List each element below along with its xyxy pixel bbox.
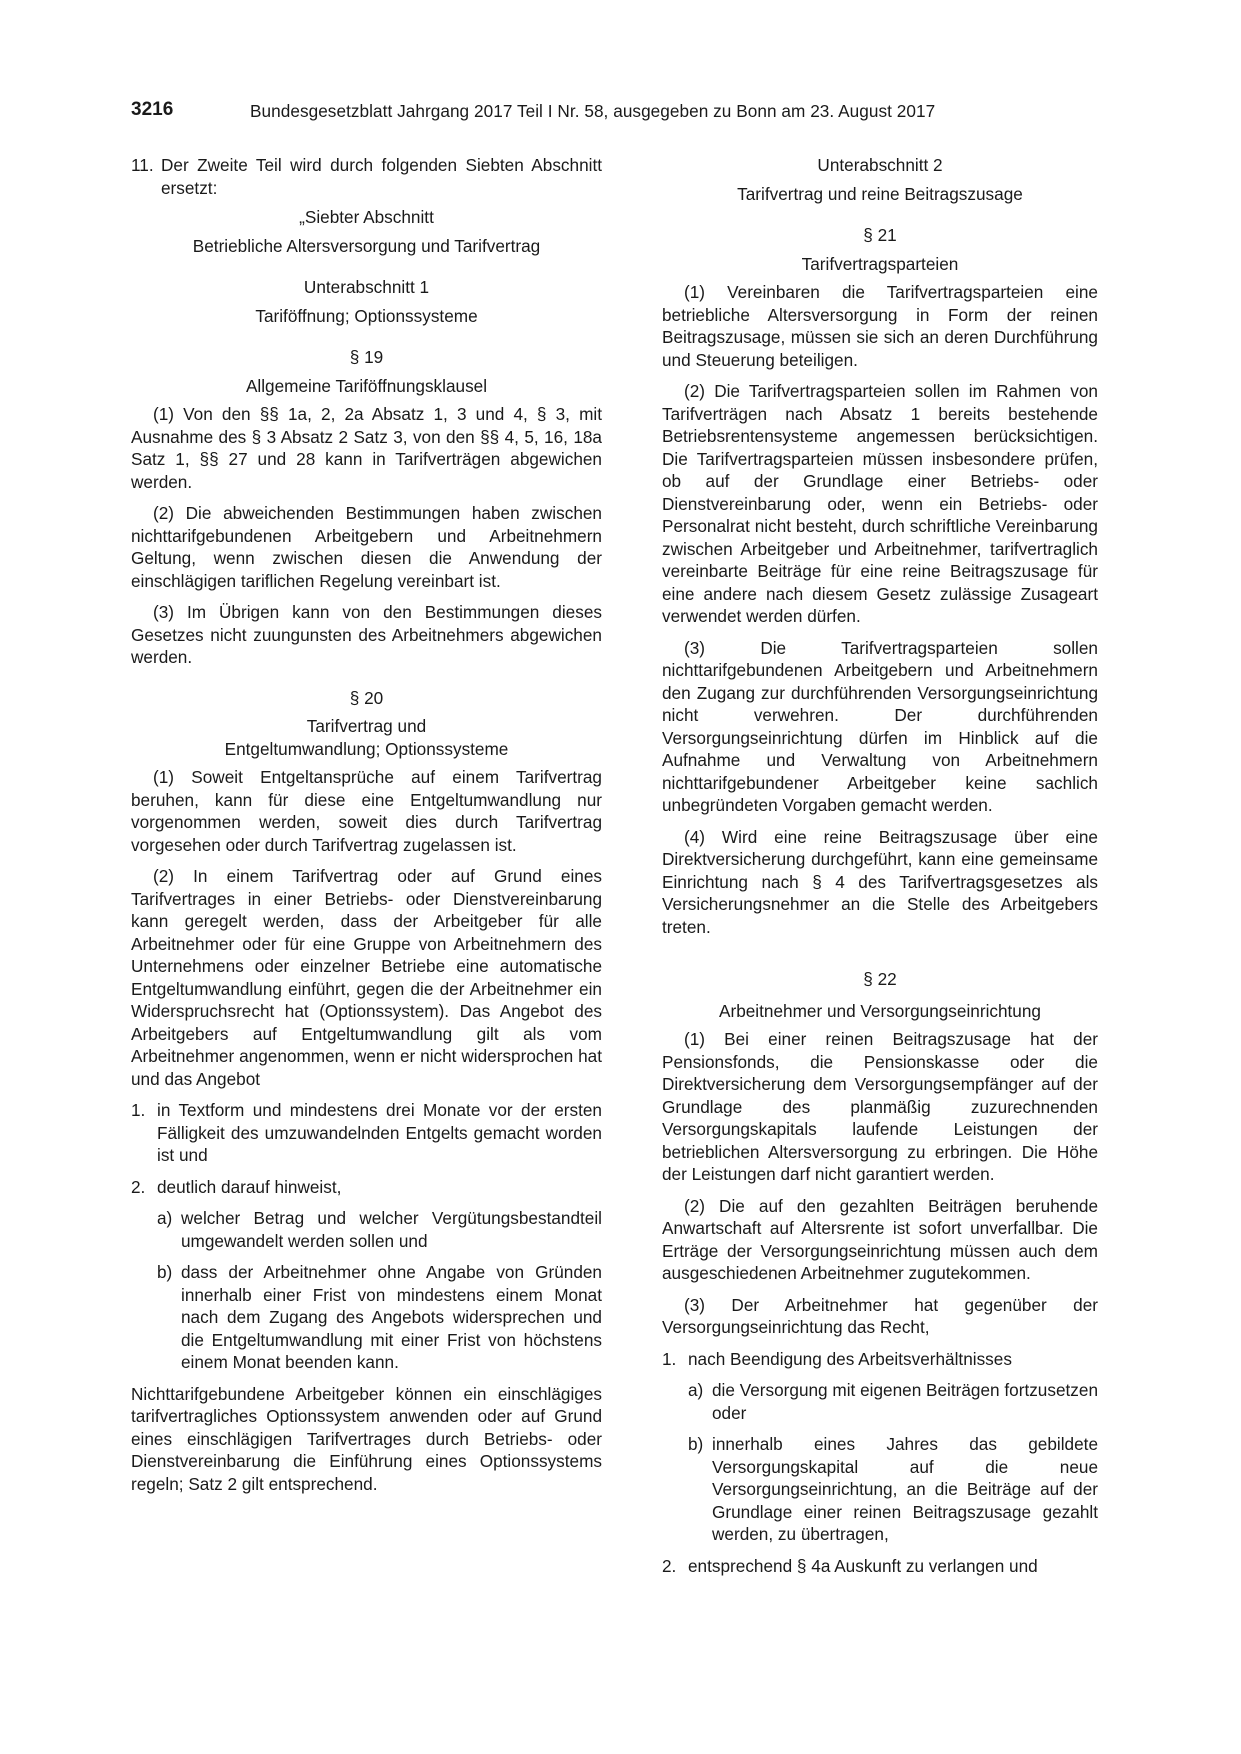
item-number: 11.: [131, 155, 154, 175]
section-title: Betriebliche Altersversorgung und Tarifvertrag: [192, 235, 541, 256]
paragraph-22-abs-2: (2) Die auf den gezahlten Beiträgen beruhende Anwartschaft auf Altersrente ist sofort unverfallbar. Die Erträge der Versorgungseinrichtung müssen auch dem ausgeschiedenen Arbeitnehmer zugutekommen.: [662, 1195, 1098, 1283]
paragraph-22-abs-1: (1) Bei einer reinen Beitragszusage hat der Pensionsfonds, die Pensionskasse oder die Direktversicherung dem Versorgungsempfänger auf der Grundlage des planmäßig zuzurechnenden Versorgungskapitals laufende Leistungen der betrieblichen Altersversorgung zu erbringen. Die Höhe der Leistungen darf nicht garantiert werden.: [662, 1029, 1098, 1184]
list-item: [662, 1348, 1098, 1371]
sub-list-item-text: welcher Betrag und welcher Vergütungsbestandteil umgewandelt werden sollen und: [181, 1208, 602, 1251]
amendment-item-11: [131, 154, 602, 199]
paragraph-number-19: § 19: [349, 347, 384, 367]
gazette-title: Bundesgesetzblatt Jahrgang 2017 Teil I Nr. 58, ausgegeben zu Bonn am 23. August 2017: [250, 101, 936, 121]
paragraph-number-21: § 21: [863, 225, 897, 245]
paragraph-number-22: § 22: [863, 969, 897, 989]
paragraph-21-abs-1: (1) Vereinbaren die Tarifvertragsparteien eine betriebliche Altersversorgung in Form der reinen Beitragszusage, müssen sie sich an deren Durchführung und Steuerung beteiligen.: [662, 282, 1098, 370]
paragraph-21-abs-2: (2) Die Tarifvertragsparteien sollen im Rahmen von Tarifverträgen nach Absatz 1 bereits bestehende Betriebsrentensysteme angemessen berücksichtigen. Die Tarifvertragsparteien müssen insbesondere prüfen, ob auf der Grundlage einer Betriebs- oder Dienstvereinbarung oder, wenn ein Betriebs- oder Personalrat nicht besteht, durch schriftliche Vereinbarung zwischen Arbeitgeber und Arbeitnehmer, tarifvertraglich vereinbarte Beiträge für eine reine Beitragszusage für eine andere nach diesem Gesetz zulässige Zusageart verwendet werden dürfen.: [662, 381, 1098, 626]
list-item-number: 1.: [131, 1100, 146, 1120]
paragraph-21-abs-4: (4) Wird eine reine Beitragszusage über eine Direktversicherung durchgeführt, kann eine gemeinsame Einrichtung nach § 4 des Tarifvertragsgesetzes als Versicherungsnehmer an die Stelle des Arbeitgebers treten.: [662, 826, 1098, 937]
list-item-number: 2.: [131, 1176, 146, 1197]
sub-list-item: [157, 1207, 602, 1252]
paragraph-21-abs-3: (3) Die Tarifvertragsparteien sollen nichttarifgebundenen Arbeitgebern und Arbeitnehmern den Zugang zur durchführenden Versorgungseinrichtung nicht verwehren. Der durchführenden Versorgungseinrichtung dürfen im Hinblick auf die Aufnahme und Verwaltung von Arbeitnehmern nichttarifgebundener Arbeitgeber keine sachlich unbegründeten Vorgaben gemacht werden.: [662, 637, 1098, 815]
paragraph-20-abs-1: (1) Soweit Entgeltansprüche auf einem Tarifvertrag beruhen, kann für diese eine Entgeltumwandlung nur vorgenommen werden, soweit dies durch Tarifvertrag vorgesehen oder durch Tarifvertrag zugelassen ist.: [131, 767, 602, 855]
list-item: [662, 1555, 1098, 1578]
paragraph-number-20: § 20: [349, 687, 384, 708]
sub-list-item-letter: b): [157, 1262, 173, 1282]
subsection-heading: Unterabschnitt 2: [817, 155, 943, 175]
subsection-title: Tarifvertrag und reine Beitragszusage: [737, 183, 1023, 204]
list-item-number: 1.: [662, 1348, 677, 1369]
paragraph-19-abs-3: (3) Im Übrigen kann von den Bestimmungen dieses Gesetzes nicht zuungunsten des Arbeitnehmers abgewichen werden.: [131, 602, 602, 667]
sub-list-item-text: innerhalb eines Jahres das gebildete Versorgungskapital auf die neue Versorgungseinrichtung, an die Beiträge auf der Grundlage einer reinen Beitragszusage gezahlt werden, zu übertragen,: [712, 1434, 1098, 1544]
page-header: [131, 99, 986, 125]
sub-list-item-letter: a): [157, 1208, 173, 1228]
subsection-title: Tariföffnung; Optionssysteme: [255, 305, 478, 326]
sub-list-item: [688, 1379, 1098, 1424]
list-item-number: 2.: [662, 1555, 677, 1576]
paragraph-title-20-line-1: Tarifvertrag und: [306, 716, 427, 736]
paragraph-title-20-line-2: Entgeltumwandlung; Optionssysteme: [224, 738, 509, 759]
paragraph-20-abs-2: (2) In einem Tarifvertrag oder auf Grund eines Tarifvertrages in einer Betriebs- oder Dienstvereinbarung kann geregelt werden, dass der Arbeitgeber für alle Arbeitnehmer oder für eine Gruppe von Arbeitnehmern des Unternehmens oder einzelner Betriebe eine automatische Entgeltumwandlung einführt, gegen die der Arbeitnehmer ein Widerspruchsrecht hat (Optionssystem). Das Angebot des Arbeitgebers auf Entgeltumwandlung gilt als vom Arbeitnehmer angenommen, wenn er nicht widersprochen hat und das Angebot: [131, 866, 602, 1089]
left-column: [131, 154, 602, 1495]
paragraph-22-abs-3: (3) Der Arbeitnehmer hat gegenüber der Versorgungseinrichtung das Recht,: [662, 1294, 1098, 1337]
section-heading: „Siebter Abschnitt: [299, 207, 434, 227]
sub-list-item: [157, 1261, 602, 1374]
subsection-heading: Unterabschnitt 1: [303, 277, 430, 297]
paragraph-19-abs-2: (2) Die abweichenden Bestimmungen haben zwischen nichttarifgebundenen Arbeitgebern und Arbeitnehmern Geltung, wenn zwischen diesen die Anwendung der einschlägigen tariflichen Regelung vereinbart ist.: [131, 503, 602, 591]
item-text: Der Zweite Teil wird durch folgenden Siebten Abschnitt ersetzt:: [161, 155, 602, 198]
paragraph-title-21: Tarifvertragsparteien: [801, 253, 959, 274]
sub-list-item-letter: a): [688, 1380, 704, 1400]
paragraph-20-closing: Nichttarifgebundene Arbeitgeber können ein einschlägiges tarifvertragliches Optionssystem anwenden oder auf Grund eines einschlägigen Tarifvertrages durch Betriebs- oder Dienstvereinbarung die Einführung eines Optionssystems regeln; Satz 2 gilt entsprechend.: [131, 1383, 602, 1494]
sub-list-item-text: dass der Arbeitnehmer ohne Angabe von Gründen innerhalb einer Frist von mindestens einem Monat nach dem Zugang des Angebots widersprechen und die Entgeltumwandlung mit einer Frist von höchstens einem Monat beenden kann.: [181, 1262, 602, 1372]
paragraph-19-abs-1: (1) Von den §§ 1a, 2, 2a Absatz 1, 3 und 4, § 3, mit Ausnahme des § 3 Absatz 2 Satz 3, von den §§ 4, 5, 16, 18a Satz 1, §§ 27 und 28 kann in Tarifverträgen abgewichen werden.: [131, 404, 602, 492]
list-item: [131, 1176, 602, 1199]
list-item-text: nach Beendigung des Arbeitsverhältnisses: [688, 1348, 1012, 1369]
paragraph-title-19: Allgemeine Tariföffnungsklausel: [245, 375, 488, 396]
list-item: [131, 1099, 602, 1167]
list-item-text: deutlich darauf hinweist,: [157, 1176, 342, 1197]
list-item-text: entsprechend § 4a Auskunft zu verlangen und: [688, 1555, 1038, 1576]
page-number: 3216: [131, 99, 174, 120]
list-item-text: in Textform und mindestens drei Monate vor der ersten Fälligkeit des umzuwandelnden Entgelts gemacht worden ist und: [157, 1100, 602, 1165]
paragraph-title-22: Arbeitnehmer und Versorgungseinrichtung: [719, 1000, 1041, 1021]
sub-list-item-letter: b): [688, 1434, 704, 1454]
sub-list-item-text: die Versorgung mit eigenen Beiträgen fortzusetzen oder: [712, 1380, 1099, 1423]
right-column: [662, 154, 1098, 1586]
sub-list-item: [688, 1433, 1098, 1546]
